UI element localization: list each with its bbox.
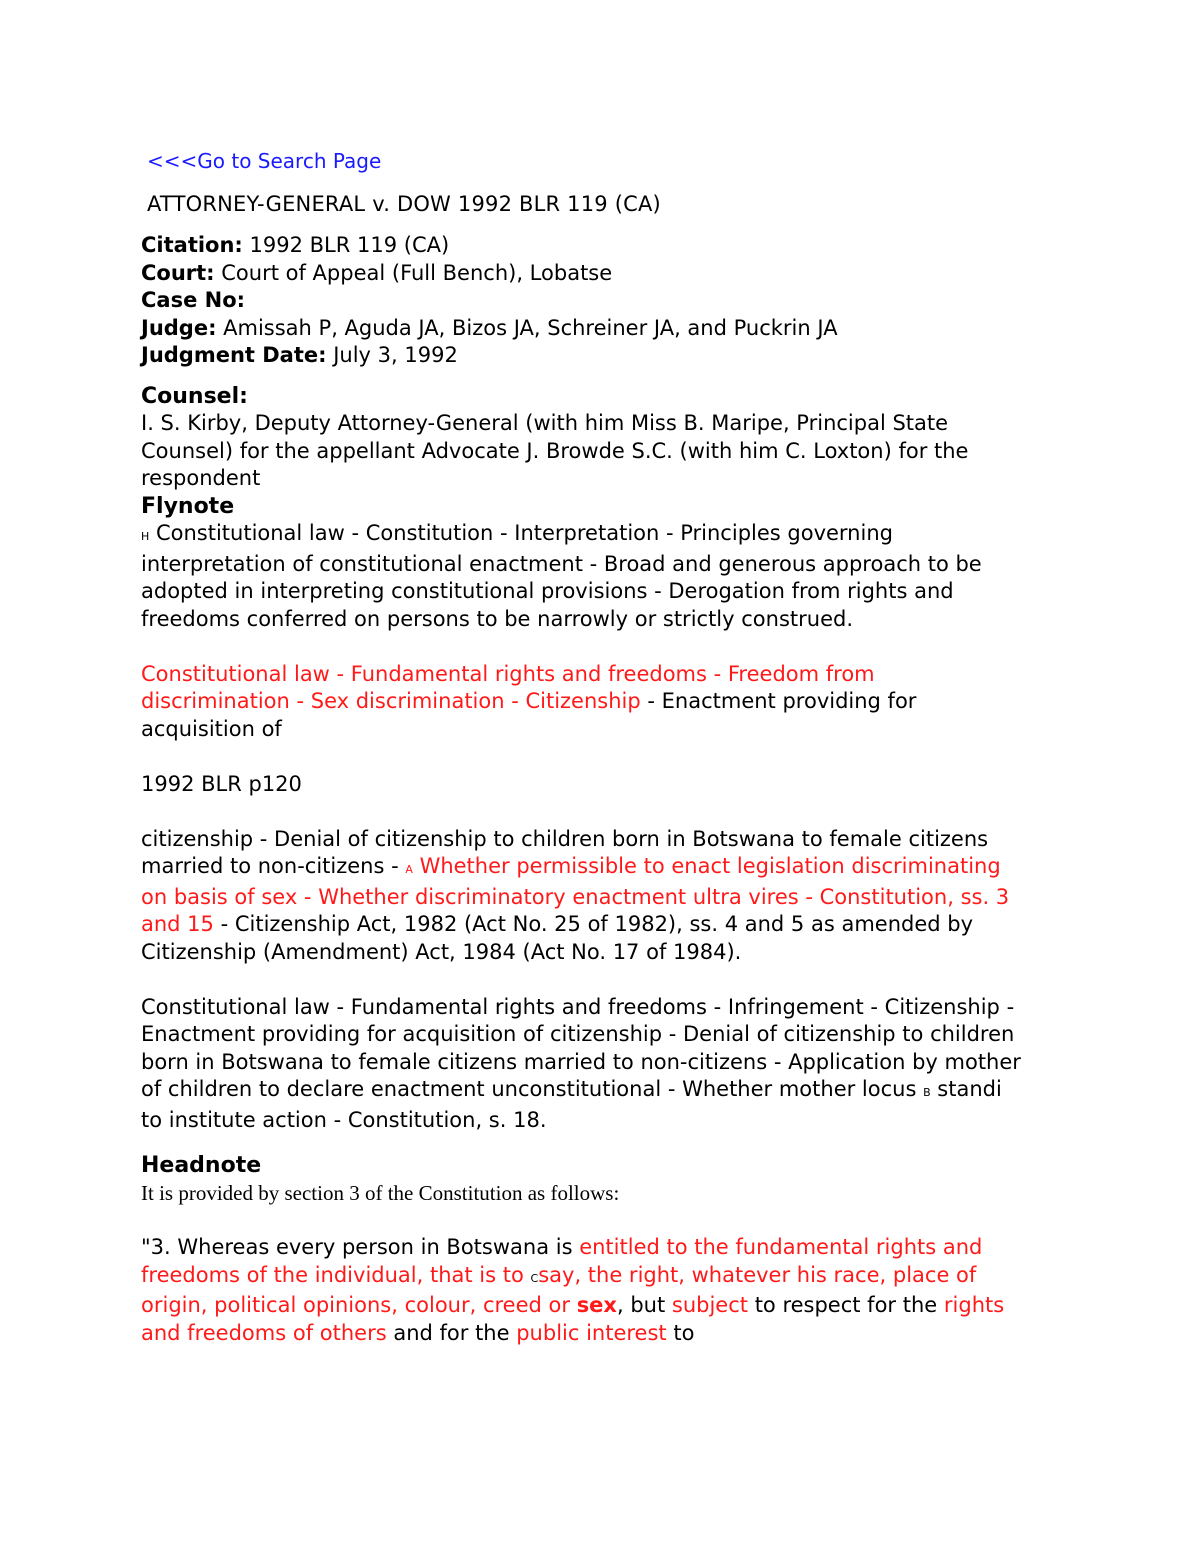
judge-value: Amissah P, Aguda JA, Bizos JA, Schreiner JA, and Puckrin JA (216, 315, 838, 340)
margin-marker-b: B (923, 1086, 931, 1099)
margin-marker-c: C (530, 1271, 539, 1285)
court-value: Court of Appeal (Full Bench), Lobatse (214, 260, 613, 285)
caseno-label: Case No: (141, 288, 246, 312)
caseno-row (141, 287, 1021, 315)
headnote-intro: It is provided by section 3 of the Constitution as follows: (141, 1180, 620, 1205)
document-page (141, 148, 1021, 1347)
citation-value: 1992 BLR 119 (CA) (242, 233, 450, 257)
margin-marker-h: H (141, 530, 150, 543)
date-row (141, 342, 1021, 370)
highlighted-text: Constitutional law - Fundamental rights and freedoms - Freedom from discrimination - Sex discrimination - Citizenship (141, 661, 875, 713)
headnote-quote: "3. Whereas every person in Botswana is entitled to the fundamental rights and freedoms of the individual, that is to Csay, the right, whatever his race, place of origin, political opinions, colour, creed or sex, but subject to respect for the rights and freedoms of others and for the public interest to (141, 1235, 1005, 1345)
case-meta (141, 232, 1021, 370)
flynote-paragraph-3: citizenship - Denial of citizenship to children born in Botswana to female citizens married to non-citizens - A Whether permissible to enact legislation discriminating on basis of sex - Whether discriminatory enactment ultra vires - Constitution, ss. 3 and 15 - Citizenship Act, 1982 (Act No. 25 of 1982), ss. 4 and 5 as amended by Citizenship (Amendment) Act, 1984 (Act No. 17 of 1984). (141, 826, 1010, 964)
court-label: Court: (141, 260, 215, 285)
judge-row (141, 315, 1021, 343)
citation-label: Citation: (141, 233, 243, 257)
counsel-heading: Counsel: (141, 383, 248, 409)
emphasized-word: sex (576, 1293, 617, 1317)
margin-marker-a: A (405, 863, 413, 876)
date-label: Judgment Date: (141, 343, 327, 367)
flynote-paragraph-2: Constitutional law - Fundamental rights and freedoms - Freedom from discrimination - Sex discrimination - Citizenship - Enactment providing for acquisition of (141, 661, 917, 741)
headnote-heading: Headnote (141, 1153, 262, 1178)
highlighted-text: Whether permissible to enact legislation discriminating on basis of sex - Whether discriminatory enactment ultra vires - Constitution, ss. 3 and 15 (141, 854, 1010, 936)
case-title: ATTORNEY-GENERAL v. DOW 1992 BLR 119 (CA) (147, 192, 661, 216)
date-value: July 3, 1992 (326, 343, 458, 367)
citation-row (141, 232, 1021, 260)
counsel-text: I. S. Kirby, Deputy Attorney-General (with him Miss B. Maripe, Principal State Counsel) for the appellant Advocate J. Browde S.C. (with him C. Loxton) for the respondent (141, 411, 969, 490)
court-row (141, 260, 1021, 288)
go-to-search-link[interactable]: <<<Go to Search Page (147, 149, 382, 173)
flynote-paragraph-4: Constitutional law - Fundamental rights and freedoms - Infringement - Citizenship - Enactment providing for acquisition of citizenship - Denial of citizenship to children born in Botswana to female citizens married to non-citizens - Application by mother of children to declare enactment unconstitutional - Whether mother locus B standi to institute action - Constitution, s. 18. (141, 994, 1021, 1132)
flynote-heading: Flynote (141, 493, 235, 519)
flynote-paragraph-1: H Constitutional law - Constitution - Interpretation - Principles governing interpretation of constitutional enactment - Broad and generous approach to be adopted in interpreting constitutional provisions - Derogation from rights and freedoms conferred on persons to be narrowly or strictly construed. (141, 521, 982, 631)
page-reference: 1992 BLR p120 (141, 771, 302, 796)
judge-label: Judge: (141, 315, 217, 340)
